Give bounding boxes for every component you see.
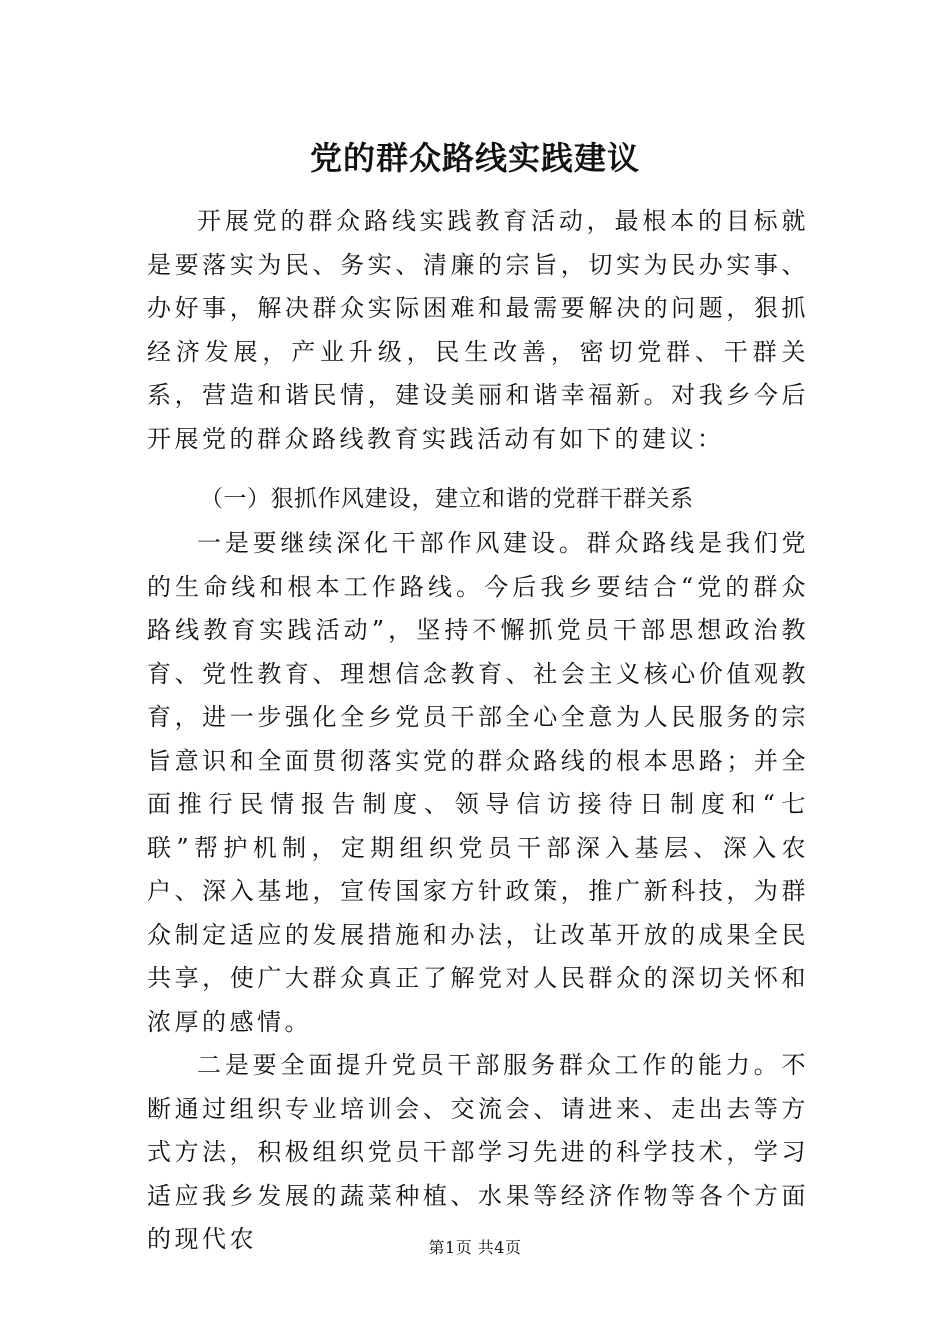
intro-paragraph-block: [147, 200, 809, 461]
paragraph-two: 二是要全面提升党员干部服务群众工作的能力。不断通过组织专业培训会、交流会、请进来、走出去等方式方法，积极组织党员干部学习先进的科学技术，学习适应我乡发展的蔬菜种植、水果等经济作物等各个方面的现代农: [147, 1051, 809, 1253]
section-heading: （一）狠抓作风建设，建立和谐的党群干群关系: [200, 486, 694, 512]
page-footer: 第1页 共4页: [428, 1238, 522, 1257]
paragraph-intro: 开展党的群众路线实践教育活动，最根本的目标就是要落实为民、务实、清廉的宗旨，切实为民办实事、办好事，解决群众实际困难和最需要解决的问题，狠抓经济发展，产业升级，民生改善，密切党群、干群关系，营造和谐民情，建设美丽和谐幸福新。对我乡今后开展党的群众路线教育实践活动有如下的建议：: [147, 207, 809, 453]
document-title: 党的群众路线实践建议: [309, 139, 640, 177]
body-paragraph-block: [147, 522, 809, 1262]
paragraph-one: 一是要继续深化干部作风建设。群众路线是我们党的生命线和根本工作路线。今后我乡要结合“党的群众路线教育实践活动”，坚持不懈抓党员干部思想政治教育、党性教育、理想信念教育、社会主义核心价值观教育，进一步强化全乡党员干部全心全意为人民服务的宗旨意识和全面贯彻落实党的群众路线的根本思路；并全面推行民情报告制度、领导信访接待日制度和“七联”帮护机制，定期组织党员干部深入基层、深入农户、深入基地，宣传国家方针政策，推广新科技，为群众制定适应的发展措施和办法，让改革开放的成果全民共享，使广大群众真正了解党对人民群众的深切关怀和浓厚的感情。: [147, 529, 809, 1036]
